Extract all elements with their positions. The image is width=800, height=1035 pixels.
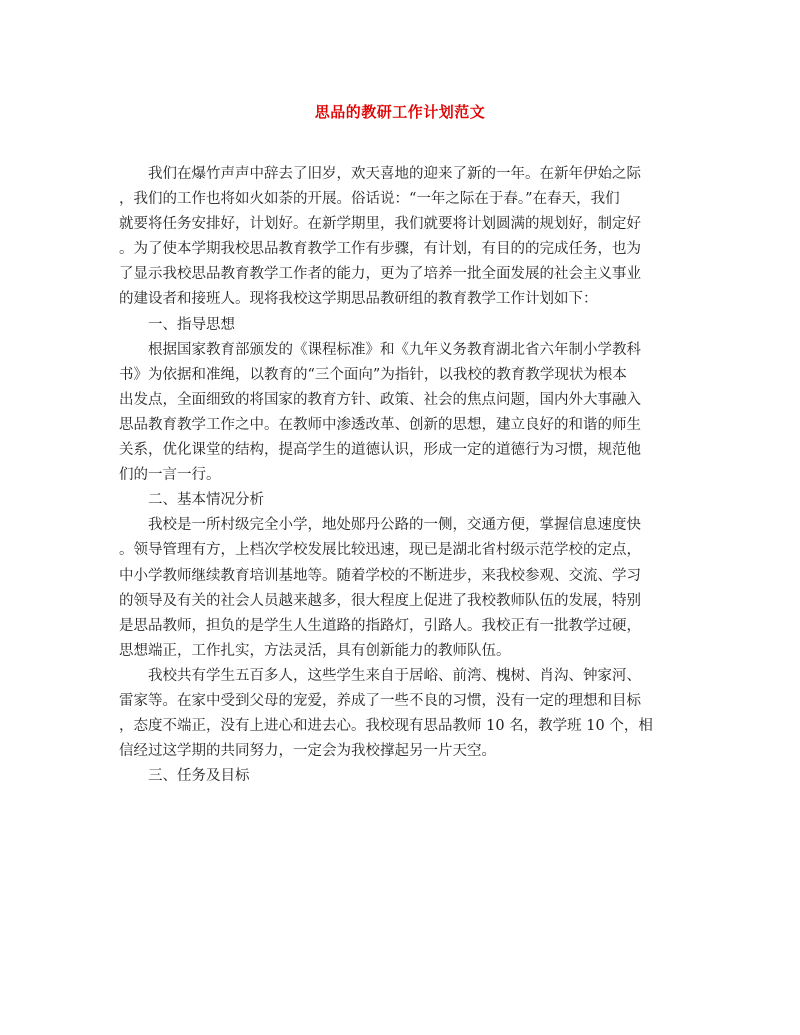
paragraph-line: 我校共有学生五百多人，这些学生来自于居峪、前湾、槐树、肖沟、钟家河、: [148, 667, 641, 684]
paragraph-line: 关系，优化课堂的结构，提高学生的道德认识，形成一定的道德行为习惯，规范他: [119, 442, 641, 459]
paragraph-line: ，我们的工作也将如火如荼的开展。俗话说：“一年之际在于春。”在春天，我们: [119, 191, 620, 208]
paragraph-line: 。为了使本学期我校思品教育教学工作有步骤，有计划，有目的的完成任务，也为: [119, 241, 641, 258]
section-heading: 一、指导思想: [148, 316, 235, 333]
document-body: [119, 162, 685, 789]
paragraph-line: 信经过这学期的共同努力，一定会为我校撑起另一片天空。: [119, 743, 496, 760]
paragraph-line: 就要将任务安排好，计划好。在新学期里，我们就要将计划圆满的规划好，制定好: [119, 216, 641, 233]
paragraph-line: 书》为依据和准绳，以教育的“三个面向”为指针，以我校的教育教学现状为根本: [119, 366, 627, 383]
paragraph-line: 的建设者和接班人。现将我校这学期思品教研组的教育教学工作计划如下：: [119, 291, 598, 308]
paragraph-line: 的领导及有关的社会人员越来越多，很大程度上促进了我校教师队伍的发展，特别: [119, 592, 641, 609]
paragraph-line: 了显示我校思品教育教学工作者的能力，更为了培养一批全面发展的社会主义事业: [119, 266, 641, 283]
paragraph-line: 中小学教师继续教育培训基地等。随着学校的不断进步，来我校参观、交流、学习: [119, 567, 641, 584]
paragraph-line: 出发点，全面细致的将国家的教育方针、政策、社会的焦点问题，国内外大事融入: [119, 391, 641, 408]
section-heading: 二、基本情况分析: [148, 492, 264, 509]
paragraph-line: 根据国家教育部颁发的《课程标准》和《九年义务教育湖北省六年制小学教科: [148, 341, 641, 358]
document-title: 思品的教研工作计划范文: [314, 103, 486, 121]
paragraph-line: 思想端正，工作扎实，方法灵活，具有创新能力的教师队伍。: [119, 642, 511, 659]
paragraph-line: 我校是一所村级完全小学，地处郧丹公路的一侧，交通方便，掌握信息速度快: [148, 517, 641, 534]
section-heading: 三、任务及目标: [148, 768, 250, 785]
paragraph-line: 是思品教师，担负的是学生人生道路的指路灯，引路人。我校正有一批教学过硬，: [119, 617, 641, 634]
paragraph-line: 思品教育教学工作之中。在教师中渗透改革、创新的思想，建立良好的和谐的师生: [119, 416, 641, 433]
paragraph-line: 们的一言一行。: [119, 467, 221, 484]
paragraph-line: ，态度不端正，没有上进心和进去心。我校现有思品教师 10 名，教学班 10 个，相: [119, 718, 653, 735]
paragraph-line: 雷家等。在家中受到父母的宠爱，养成了一些不良的习惯，没有一定的理想和目标: [119, 692, 641, 709]
paragraph-line: 。领导管理有方，上档次学校发展比较迅速，现已是湖北省村级示范学校的定点，: [119, 542, 641, 559]
paragraph-line: 我们在爆竹声声中辞去了旧岁，欢天喜地的迎来了新的一年。在新年伊始之际: [148, 166, 641, 182]
